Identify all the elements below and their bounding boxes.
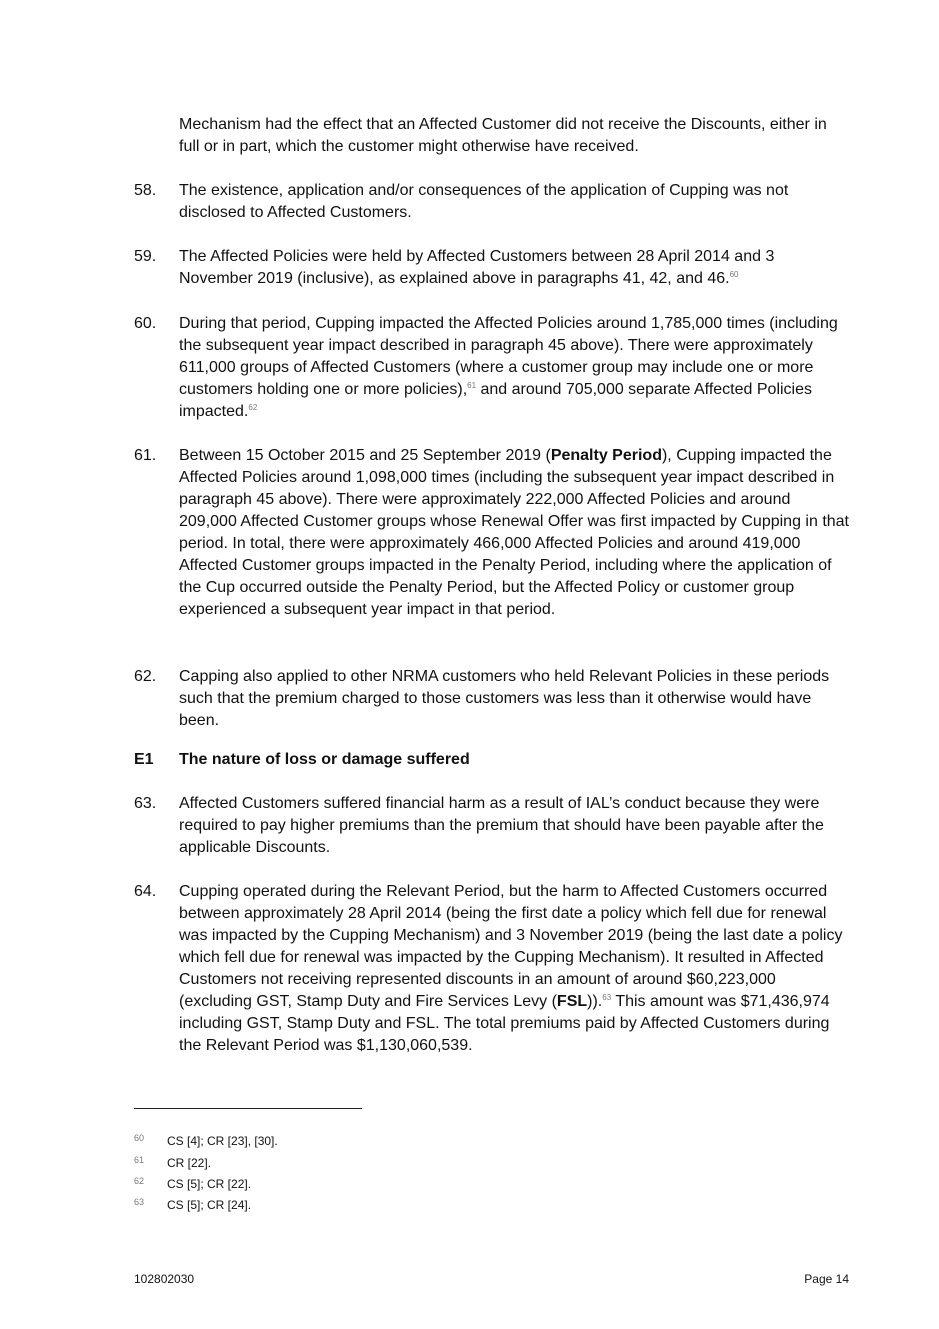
page-number: Page 14 — [804, 1272, 849, 1286]
paragraph-number: 60. — [134, 315, 157, 332]
footnote-text: CS [5]; CR [24]. — [167, 1198, 252, 1212]
paragraph-text — [179, 313, 851, 423]
paragraph-text-segment: )). — [587, 993, 603, 1010]
footnote-number: 63 — [134, 1197, 145, 1207]
footnote-divider — [134, 1108, 362, 1109]
footnote-text: CS [5]; CR [22]. — [167, 1177, 252, 1191]
footnote-ref[interactable]: 60 — [729, 270, 739, 279]
paragraph-text-segment: The Affected Policies were held by Affected Customers between 28 April 2014 and 3 November 2019 (inclusive), as explained above in paragraphs 41, 42, and 46. — [179, 248, 775, 287]
footnote-number: 61 — [134, 1155, 145, 1165]
footnote-number: 60 — [134, 1133, 145, 1143]
defined-term: FSL — [556, 993, 588, 1010]
continuation-text: Mechanism had the effect that an Affected Customer did not receive the Discounts, either in full or in part, which the customer might otherwise have received. — [179, 116, 827, 155]
footnote-text: CS [4]; CR [23], [30]. — [167, 1134, 278, 1148]
defined-term: Penalty Period — [550, 447, 662, 464]
paragraph-text: The existence, application and/or consequences of the application of Cupping was not disclosed to Affected Customers. — [179, 182, 789, 221]
paragraph-text — [179, 445, 851, 621]
paragraph-text-segment: and around 705,000 separate Affected Policies impacted. — [179, 381, 812, 420]
footnote-text: CR [22]. — [167, 1156, 212, 1170]
document-id: 102802030 — [134, 1272, 195, 1286]
paragraph-text-segment: Between 15 October 2015 and 25 September 2019 ( — [179, 447, 551, 464]
section-title: The nature of loss or damage suffered — [179, 751, 470, 768]
paragraph-text — [179, 881, 851, 1057]
paragraph-number: 61. — [134, 447, 157, 464]
paragraph-number: 63. — [134, 795, 157, 812]
paragraph-number: 59. — [134, 248, 157, 265]
section-number: E1 — [134, 751, 154, 768]
paragraph-text-segment: This amount was $71,436,974 including GST, Stamp Duty and FSL. The total premiums paid by Affected Customers during the Relevant Period was $1,130,060,539. — [179, 993, 830, 1054]
footnote-ref[interactable]: 61 — [467, 381, 477, 390]
paragraph-number: 62. — [134, 668, 157, 685]
paragraph-text: Capping also applied to other NRMA customers who held Relevant Policies in these periods such that the premium charged to those customers was less than it otherwise would have been. — [179, 668, 830, 729]
paragraph-number: 58. — [134, 182, 157, 199]
paragraph-number: 64. — [134, 883, 157, 900]
footnote-ref[interactable]: 63 — [602, 993, 612, 1002]
paragraph-text-segment: Cupping operated during the Relevant Period, but the harm to Affected Customers occurred between approximately 28 April 2014 (being the first date a policy which fell due for renewal was impacted by the Cupping Mechanism) and 3 November 2019 (being the last date a policy which fell due for renewal was impacted by the Cupping Mechanism). It resulted in Affected Customers not receiving represented discounts in an amount of around $60,223,000 (excluding GST, Stamp Duty and Fire Services Levy ( — [179, 883, 843, 1010]
footnote-number: 62 — [134, 1176, 145, 1186]
paragraph-text — [179, 246, 851, 290]
paragraph-text-segment: During that period, Cupping impacted the Affected Policies around 1,785,000 times (including the subsequent year impact described in paragraph 45 above). There were approximately 611,000 groups of Affected Customers (where a customer group may include one or more customers holding one or more policies), — [179, 315, 838, 398]
footnote-ref[interactable]: 62 — [248, 403, 258, 412]
paragraph-text: Affected Customers suffered financial harm as a result of IAL’s conduct because they were required to pay higher premiums than the premium that should have been payable after the applicable Discounts. — [179, 795, 824, 856]
paragraph-text-segment: ), Cupping impacted the Affected Policies around 1,098,000 times (including the subsequent year impact described in paragraph 45 above). There were approximately 222,000 Affected Policies and around 209,000 Affected Customer groups whose Renewal Offer was first impacted by Cupping in that period. In total, there were approximately 466,000 Affected Policies and around 419,000 Affected Customer groups impacted in the Penalty Period, including where the application of the Cup occurred outside the Penalty Period, but the Affected Policy or customer group experienced a subsequent year impact in that period. — [179, 447, 849, 618]
